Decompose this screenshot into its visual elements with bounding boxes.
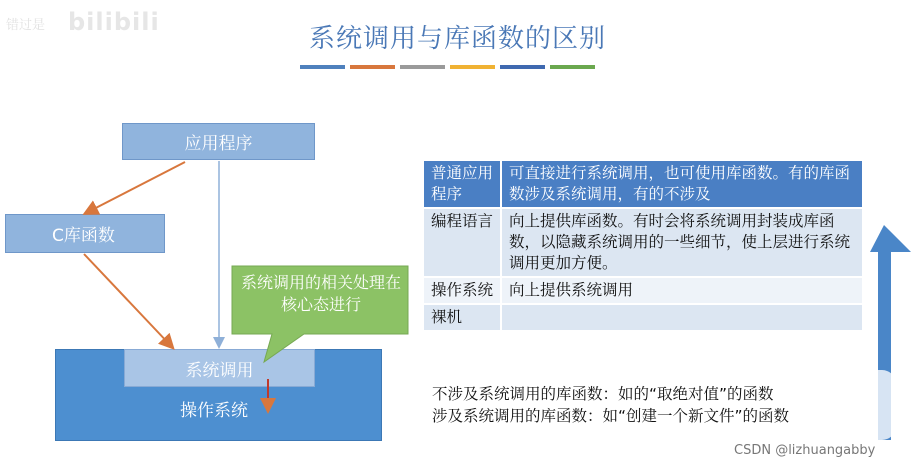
table-row [424, 277, 862, 304]
comparison-table [424, 159, 862, 330]
table-cell-desc: 向上提供系统调用 [501, 277, 862, 304]
c-library-label: C库函数 [52, 226, 115, 246]
table-cell-name: 裸机 [424, 304, 501, 330]
system-call-label: 系统调用 [185, 360, 254, 381]
arrow-clib-to-syscall [84, 254, 172, 347]
video-overlay-badge[interactable] [826, 370, 896, 440]
bilibili-logo: bilibili [68, 8, 160, 36]
table-cell-name: 普通应用程序 [424, 160, 501, 208]
table-cell-desc: 可直接进行系统调用，也可使用库函数。有的库函数涉及系统调用，有的不涉及 [501, 160, 862, 208]
note-with-syscall: 涉及系统调用的库函数：如“创建一个新文件”的函数 [432, 407, 790, 425]
table-cell-name: 编程语言 [424, 208, 501, 277]
table-row [424, 304, 862, 330]
callout-text: 系统调用的相关处理在核心态进行 [240, 273, 401, 314]
csdn-watermark: CSDN @lizhuangabby [734, 443, 876, 458]
table-cell-desc [501, 304, 862, 330]
watermark-text: 错过是 [6, 18, 46, 33]
arrow-app-to-clib [86, 162, 185, 213]
table-cell-name: 操作系统 [424, 277, 501, 304]
table-cell-desc: 向上提供库函数。有时会将系统调用封装成库函数，以隐藏系统调用的一些细节，使上层进行系统调用更加方便。 [501, 208, 862, 277]
table-row [424, 160, 862, 208]
slide-title: 系统调用与库函数的区别 [308, 24, 606, 54]
application-label: 应用程序 [184, 134, 253, 154]
note-no-syscall: 不涉及系统调用的库函数：如的“取绝对值”的函数 [432, 385, 774, 403]
table-row [424, 208, 862, 277]
os-label: 操作系统 [180, 401, 248, 421]
